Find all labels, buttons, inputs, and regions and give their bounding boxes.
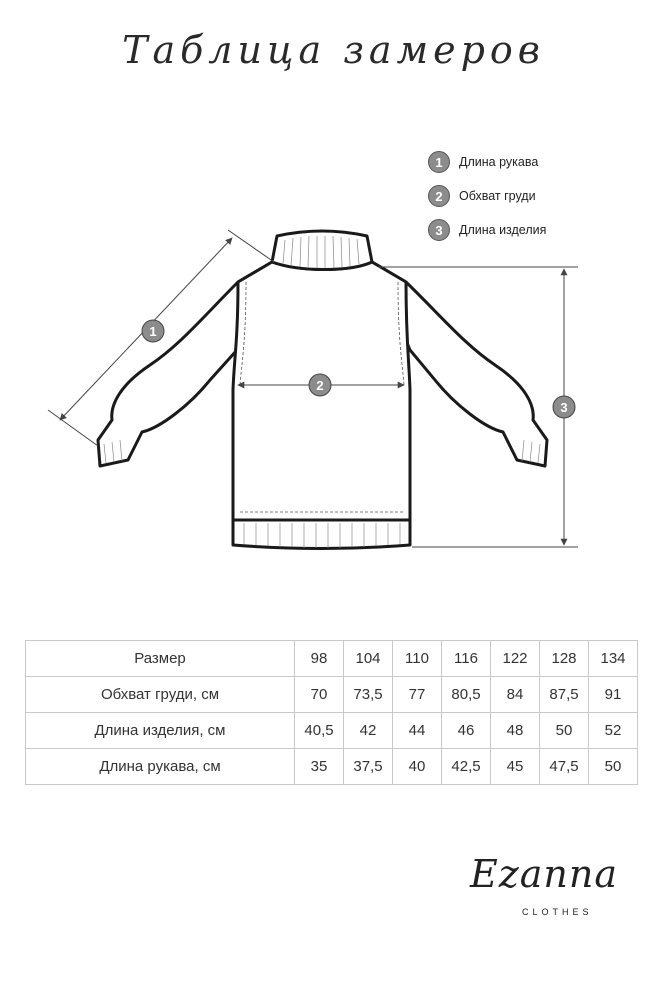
table-cell: 110: [393, 641, 442, 677]
table-cell: 44: [393, 713, 442, 749]
table-row: [26, 677, 638, 713]
marker-3-label: 3: [560, 400, 568, 415]
table-cell: 80,5: [442, 677, 491, 713]
table-cell: 122: [491, 641, 540, 677]
table-cell: 48: [491, 713, 540, 749]
marker-1-label: 1: [149, 324, 157, 339]
table-cell: 40,5: [295, 713, 344, 749]
table-cell: 73,5: [344, 677, 393, 713]
legend-number-badge: 3: [428, 219, 450, 241]
table-cell: 50: [589, 749, 638, 785]
table-cell: 98: [295, 641, 344, 677]
table-cell: 84: [491, 677, 540, 713]
page-title: Таблица замеров: [122, 28, 545, 72]
row-label: Длина рукава, см: [26, 749, 295, 785]
table-row: [26, 641, 638, 677]
table-row: [26, 713, 638, 749]
table-cell: 37,5: [344, 749, 393, 785]
marker-2-label: 2: [316, 378, 324, 393]
table-cell: 42: [344, 713, 393, 749]
table-cell: 52: [589, 713, 638, 749]
legend-number-badge: 1: [428, 151, 450, 173]
table-cell: 87,5: [540, 677, 589, 713]
legend-label: Длина рукава: [459, 155, 539, 169]
table-cell: 35: [295, 749, 344, 785]
row-label: Размер: [26, 641, 295, 677]
legend-number-badge: 2: [428, 185, 450, 207]
brand-logo: [470, 852, 640, 917]
table-cell: 46: [442, 713, 491, 749]
legend-item-sleeve-length: [428, 145, 546, 179]
table-cell: 45: [491, 749, 540, 785]
brand-subtitle: CLOTHES: [522, 907, 593, 917]
size-table: [25, 640, 638, 785]
row-label: Длина изделия, см: [26, 713, 295, 749]
table-cell: 134: [589, 641, 638, 677]
table-cell: 42,5: [442, 749, 491, 785]
legend-label: Длина изделия: [459, 223, 547, 237]
table-cell: 128: [540, 641, 589, 677]
table-cell: 47,5: [540, 749, 589, 785]
table-row: [26, 749, 638, 785]
table-cell: 40: [393, 749, 442, 785]
table-cell: 77: [393, 677, 442, 713]
table-cell: 91: [589, 677, 638, 713]
legend-item-chest-girth: [428, 179, 546, 213]
table-cell: 70: [295, 677, 344, 713]
table-cell: 104: [344, 641, 393, 677]
table-cell: 116: [442, 641, 491, 677]
legend-label: Обхват груди: [459, 189, 536, 203]
row-label: Обхват груди, см: [26, 677, 295, 713]
sweater-diagram: [0, 220, 667, 565]
brand-name: Ezanna: [470, 852, 619, 896]
table-cell: 50: [540, 713, 589, 749]
